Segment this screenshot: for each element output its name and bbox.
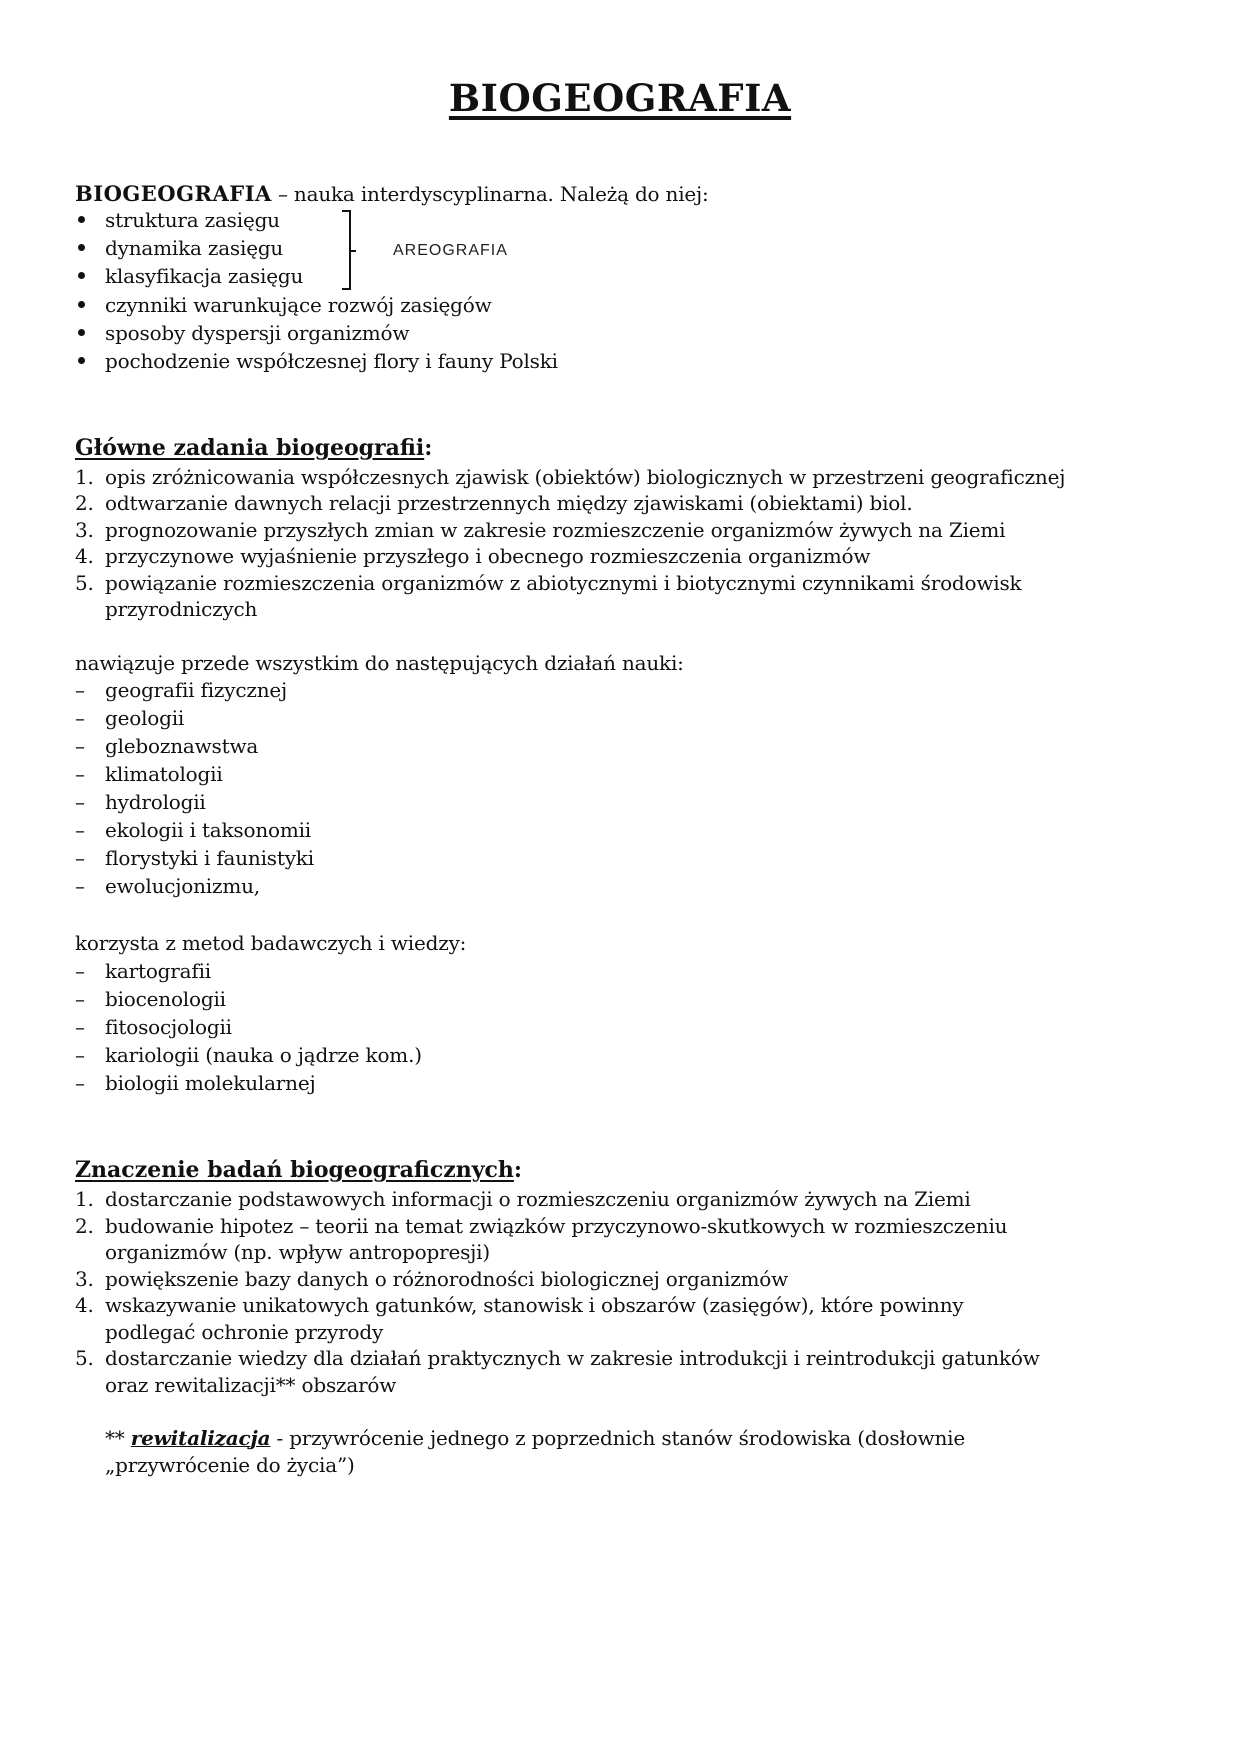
dash-item: – fitosocjologii — [75, 1015, 232, 1039]
dash-icon: – — [75, 987, 85, 1011]
dash-icon: – — [75, 846, 85, 870]
dash-icon: – — [75, 959, 85, 983]
bracket-label: AREOGRAFIA — [393, 243, 508, 255]
dash-item: – biocenologii — [75, 987, 226, 1011]
dash-icon: – — [75, 818, 85, 842]
numbered-item: 5. dostarczanie wiedzy dla działań praktycznych w zakresie introdukcji i reintrodukcji gatunków — [75, 1346, 1040, 1370]
dash-icon: – — [75, 762, 85, 786]
dash-icon: – — [75, 678, 85, 702]
bullet-icon — [78, 357, 85, 364]
dash-icon: – — [75, 1043, 85, 1067]
dash-item: – kartografii — [75, 959, 211, 983]
numbered-item: 3. prognozowanie przyszłych zmian w zakresie rozmieszczenie organizmów żywych na Ziemi — [75, 518, 1006, 542]
intro-text: – nauka interdyscyplinarna. Należą do niej: — [271, 182, 709, 206]
bullet-icon — [78, 329, 85, 336]
dash-icon: – — [75, 790, 85, 814]
section-heading-significance: Znaczenie badań biogeograficznych: — [75, 1157, 523, 1183]
numbered-item-continuation: przyrodniczych — [105, 597, 258, 621]
section-heading-tasks: Główne zadania biogeografii: — [75, 435, 433, 461]
numbered-item: 1. dostarczanie podstawowych informacji o rozmieszczeniu organizmów żywych na Ziemi — [75, 1187, 971, 1211]
document-title: BIOGEOGRAFIA — [448, 76, 792, 120]
dash-item: – geologii — [75, 706, 185, 730]
dash-item: – hydrologii — [75, 790, 206, 814]
numbered-item: 4. wskazywanie unikatowych gatunków, stanowisk i obszarów (zasięgów), które powinny — [75, 1293, 964, 1317]
dash-item: – ekologii i taksonomii — [75, 818, 312, 842]
bullet-icon — [78, 216, 85, 223]
dash-icon: – — [75, 734, 85, 758]
dash-item: – kariologii (nauka o jądrze kom.) — [75, 1043, 422, 1067]
numbered-item: 3. powiększenie bazy danych o różnorodności biologicznej organizmów — [75, 1267, 789, 1291]
list-item: klasyfikacja zasięgu — [75, 263, 303, 289]
bullet-icon — [78, 272, 85, 279]
numbered-item: 4. przyczynowe wyjaśnienie przyszłego i obecnego rozmieszczenia organizmów — [75, 544, 871, 568]
footnote-term: rewitalizacja — [130, 1426, 271, 1450]
footnote-continuation: „przywrócenie do życia”) — [105, 1453, 355, 1477]
list-item: struktura zasięgu — [75, 207, 280, 233]
dash-item: – klimatologii — [75, 762, 223, 786]
footnote — [105, 1425, 965, 1451]
related-sciences-intro: nawiązuje przede wszystkim do następujących działań nauki: — [75, 651, 684, 675]
numbered-item-continuation: oraz rewitalizacji** obszarów — [105, 1373, 397, 1397]
bracket-tick-icon — [350, 250, 356, 252]
intro-term: BIOGEOGRAFIA — [75, 181, 272, 206]
dash-item: – geografii fizycznej — [75, 678, 288, 702]
dash-icon: – — [75, 1071, 85, 1095]
numbered-item: 5. powiązanie rozmieszczenia organizmów z abiotycznymi i biotycznymi czynnikami środowisk — [75, 571, 1022, 595]
dash-icon: – — [75, 706, 85, 730]
list-item: dynamika zasięgu — [75, 235, 283, 261]
intro-definition — [75, 181, 709, 207]
dash-item: – ewolucjonizmu, — [75, 874, 260, 898]
list-item: sposoby dyspersji organizmów — [75, 320, 409, 346]
footnote-marker: ** — [105, 1426, 131, 1450]
dash-item: – biologii molekularnej — [75, 1071, 316, 1095]
list-item: czynniki warunkujące rozwój zasięgów — [75, 292, 492, 318]
numbered-item: 2. budowanie hipotez – teorii na temat związków przyczynowo-skutkowych w rozmieszczeniu — [75, 1214, 1008, 1238]
dash-icon: – — [75, 874, 85, 898]
methods-intro: korzysta z metod badawczych i wiedzy: — [75, 931, 467, 955]
numbered-item-continuation: podlegać ochronie przyrody — [105, 1320, 384, 1344]
bullet-icon — [78, 301, 85, 308]
dash-icon: – — [75, 1015, 85, 1039]
dash-item: – florystyki i faunistyki — [75, 846, 314, 870]
numbered-item: 2. odtwarzanie dawnych relacji przestrzennych między zjawiskami (obiektami) biol. — [75, 491, 913, 515]
numbered-item-continuation: organizmów (np. wpływ antropopresji) — [105, 1240, 490, 1264]
list-item: pochodzenie współczesnej flory i fauny Polski — [75, 348, 558, 374]
dash-item: – gleboznawstwa — [75, 734, 259, 758]
footnote-text: - przywrócenie jednego z poprzednich stanów środowiska (dosłownie — [270, 1426, 965, 1450]
bullet-icon — [78, 244, 85, 251]
numbered-item: 1. opis zróżnicowania współczesnych zjawisk (obiektów) biologicznych w przestrzeni geograficznej — [75, 465, 1066, 489]
